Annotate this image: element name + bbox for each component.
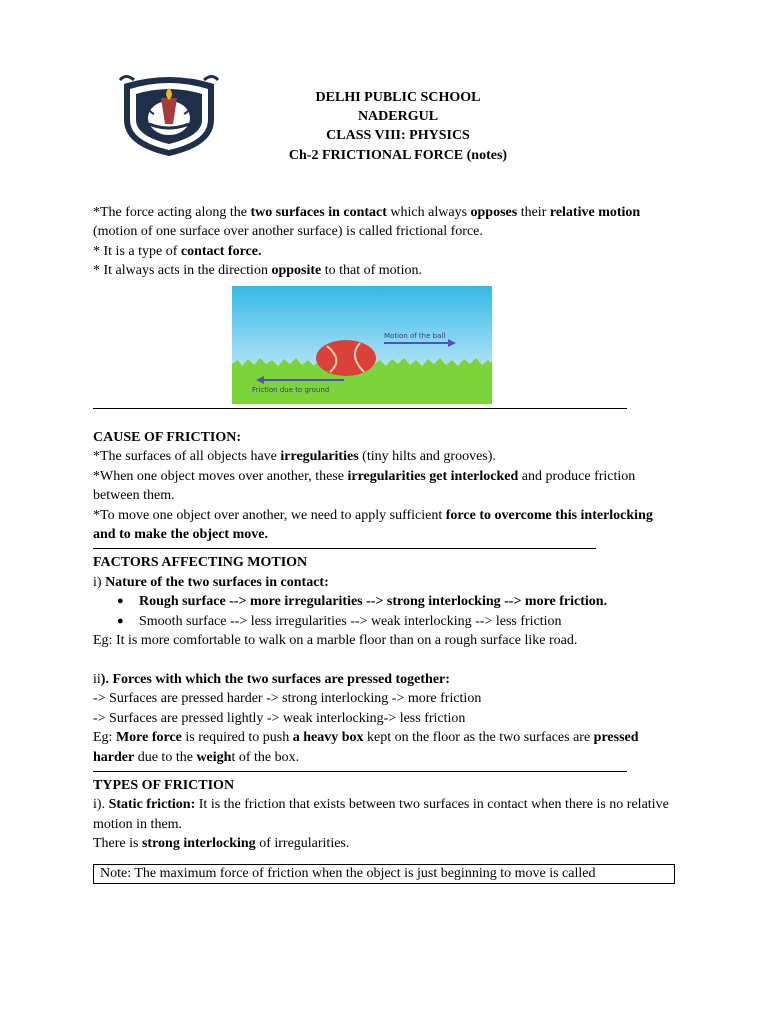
section-divider xyxy=(93,771,627,772)
factors-title: FACTORS AFFECTING MOTION xyxy=(93,555,308,571)
list-item: ● Smooth surface --> less irregularities --> weak interlocking --> less friction xyxy=(139,612,678,631)
section-divider xyxy=(93,548,596,549)
cause-line-2: *When one object moves over another, these irregularities get interlocked and produce friction between them. xyxy=(93,468,636,504)
factor-1-list xyxy=(93,592,678,631)
factor-2-line-2: -> Surfaces are pressed lightly -> weak interlocking-> less friction xyxy=(93,710,466,726)
friction-label: Friction due to ground xyxy=(252,385,330,394)
static-friction-definition: i). Static friction: It is the friction that exists between two surfaces in contact when there is no relative motion in them. xyxy=(93,797,669,832)
factor-2-line-1: -> Surfaces are pressed harder -> strong interlocking -> more friction xyxy=(93,691,482,707)
static-friction-line-2: There is strong interlocking of irregularities. xyxy=(93,836,350,852)
direction-line: * It always acts in the direction opposite to that of motion. xyxy=(93,263,422,279)
note-text: Note: The maximum force of friction when the object is just beginning to move is called xyxy=(100,865,596,881)
types-title: TYPES OF FRICTION xyxy=(93,777,235,793)
motion-label: Motion of the ball xyxy=(384,331,446,340)
friction-figure xyxy=(232,286,492,404)
document-body xyxy=(93,203,678,884)
factor-1-example: Eg: It is more comfortable to walk on a marble floor than on a rough surface like road. xyxy=(93,633,578,649)
cause-line-3: *To move one object over another, we need to apply sufficient force to overcome this interlocking and to make the object move. xyxy=(93,507,653,543)
cause-line-1: *The surfaces of all objects have irregularities (tiny hilts and grooves). xyxy=(93,449,496,465)
factor-1-heading: i) Nature of the two surfaces in contact: xyxy=(93,574,329,590)
list-item: ● Rough surface --> more irregularities --> strong interlocking --> more friction. xyxy=(139,592,678,611)
chapter-title: Ch-2 FRICTIONAL FORCE (notes) xyxy=(288,147,508,163)
class-subject: CLASS VIII: PHYSICS xyxy=(326,128,470,144)
document-header xyxy=(256,88,540,165)
note-box xyxy=(93,864,675,884)
school-logo xyxy=(116,74,222,158)
cause-title: CAUSE OF FRICTION: xyxy=(93,430,242,446)
school-name: DELHI PUBLIC SCHOOL xyxy=(315,90,481,105)
school-branch: NADERGUL xyxy=(357,109,439,125)
factor-2-heading: ii). Forces with which the two surfaces are pressed together: xyxy=(93,671,450,687)
contact-force-line: * It is a type of contact force. xyxy=(93,243,262,259)
friction-definition: *The force acting along the two surfaces in contact which always opposes their relative motion (motion of one surface over another surface) is called frictional force. xyxy=(93,205,641,240)
factor-2-example: Eg: More force is required to push a heavy box kept on the floor as the two surfaces are pressed harder due to the weight of the box. xyxy=(93,730,639,765)
